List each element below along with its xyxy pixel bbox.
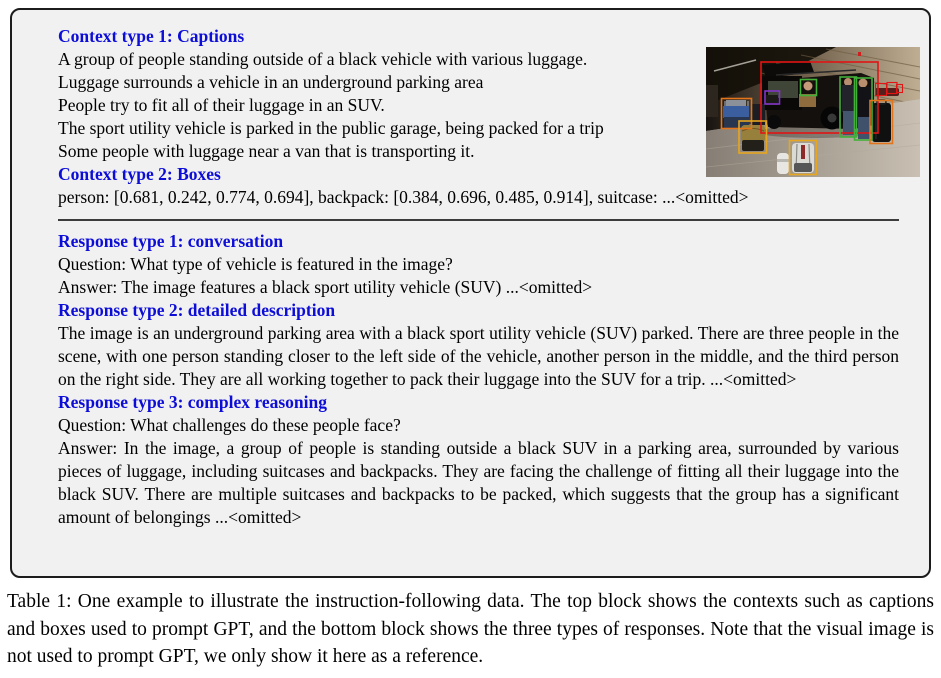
conversation-answer: Answer: The image features a black sport utility vehicle (SUV) ...<omitted> <box>58 277 593 297</box>
caption-line-5: Some people with luggage near a van that is transporting it. <box>58 141 475 161</box>
context-type-2-heading: Context type 2: Boxes <box>58 164 221 184</box>
ceiling-red-light <box>858 52 861 56</box>
conversation-question: Question: What type of vehicle is featured in the image? <box>58 254 453 274</box>
caption-line-3: People try to fit all of their luggage in an SUV. <box>58 95 385 115</box>
reference-photo <box>706 47 920 177</box>
caption-line-1: A group of people standing outside of a black vehicle with various luggage. <box>58 49 588 69</box>
instruction-data-example-box <box>10 8 931 578</box>
reasoning-answer: Answer: In the image, a group of people is standing outside a black SUV in a parking area, surrounded by various pieces of luggage, including suitcases and backpacks. They are facing the challenge of fitting all their luggage into the black SUV. There are multiple suitcases and backpacks to be packed, which suggests that the group has a significant amount of belongings ...<omitted> <box>58 438 899 527</box>
black-suitcase <box>872 100 891 142</box>
white-backpack <box>792 143 814 173</box>
boxes-coordinates-line: person: [0.681, 0.242, 0.774, 0.694], backpack: [0.384, 0.696, 0.485, 0.914], suitcase: ...<omitted> <box>58 187 749 207</box>
caption-line-4: The sport utility vehicle is parked in the public garage, being packed for a trip <box>58 118 604 138</box>
parking-garage-photo <box>706 47 920 177</box>
block-divider <box>58 219 899 221</box>
white-jug <box>777 153 789 174</box>
response-type-2-heading: Response type 2: detailed description <box>58 300 336 320</box>
caption-line-2: Luggage surrounds a vehicle in an underground parking area <box>58 72 484 92</box>
detailed-description-text: The image is an underground parking area with a black sport utility vehicle (SUV) parked. There are three people in the scene, with one person standing closer to the left side of the vehicle, another person in the middle, and the third person on the right side. They are all working together to pack their luggage into the SUV for a trip. ...<omitted> <box>58 323 899 389</box>
left-doorway <box>706 85 718 117</box>
context-type-1-heading: Context type 1: Captions <box>58 26 245 46</box>
luggage-cart <box>723 100 765 129</box>
table-caption: Table 1: One example to illustrate the instruction-following data. The top block shows the contexts such as captions and boxes used to prompt GPT, and the bottom block shows the three types of responses. Note that the visual image is not used to prompt GPT, we only show it here as a reference. <box>7 591 934 667</box>
response-type-3-heading: Response type 3: complex reasoning <box>58 392 327 412</box>
response-type-1-heading: Response type 1: conversation <box>58 231 284 251</box>
reasoning-question: Question: What challenges do these people face? <box>58 415 401 435</box>
